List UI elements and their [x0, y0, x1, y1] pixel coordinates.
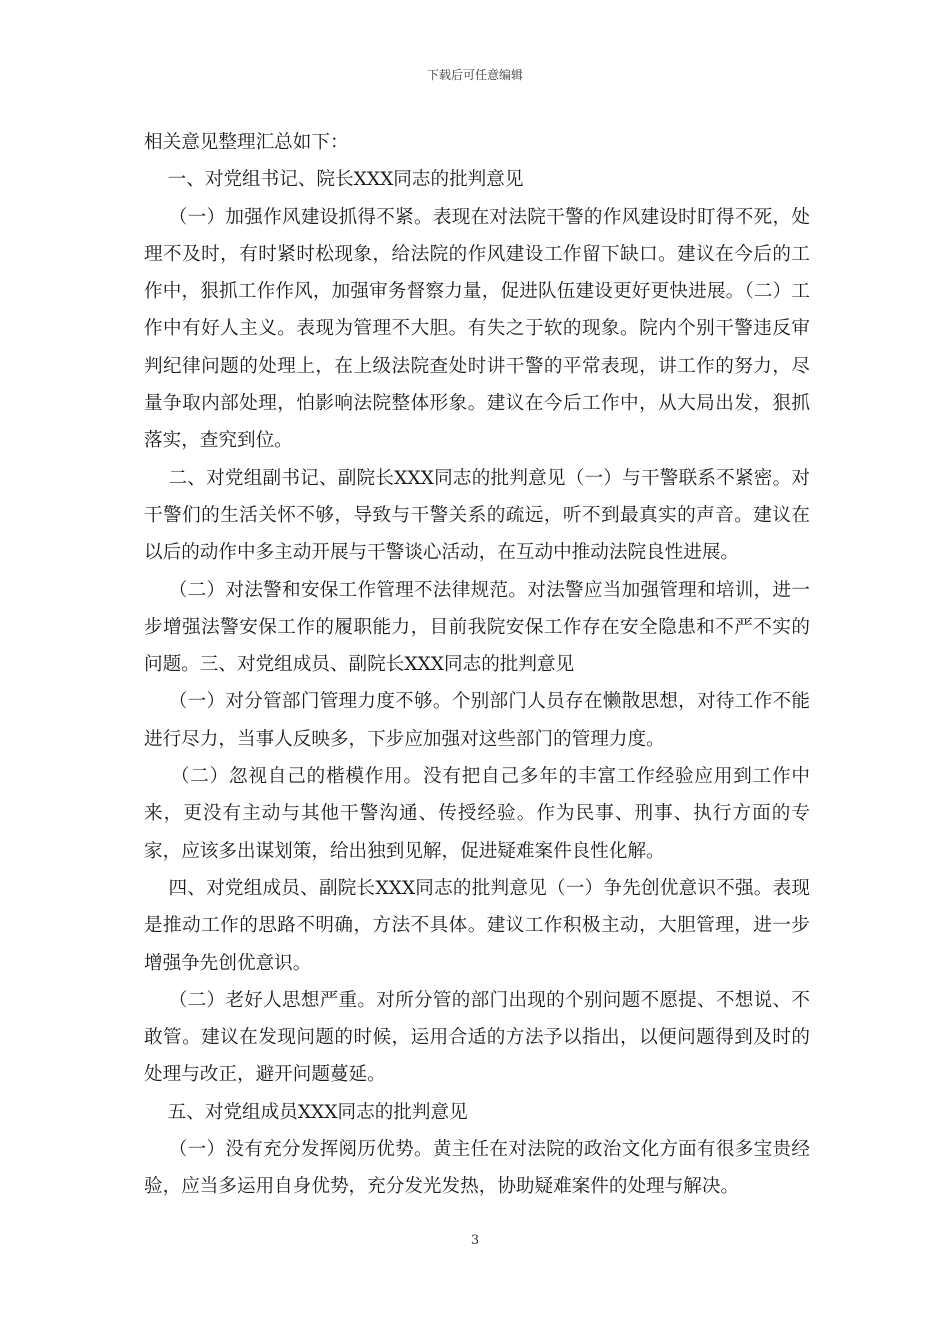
paragraph: 相关意见整理汇总如下：	[144, 132, 349, 153]
paragraph: 二、对党组副书记、副院长XXX同志的批判意见（一）与干警联系不紧密。对干警们的生活关怀不够，导致与干警关系的疏远，听不到最真实的声音。建议在以后的动作中多主动开展与干警谈心活动，在互动中推动法院良性进展。	[144, 467, 810, 564]
paragraph: （二）忽视自己的楷模作用。没有把自己多年的丰富工作经验应用到工作中来，更没有主动与其他干警沟通、传授经验。作为民事、刑事、执行方面的专家，应该多出谋划策，给出独到见解，促进疑难案件良性化解。	[144, 766, 810, 862]
paragraph: （二）老好人思想严重。对所分管的部门出现的个别问题不愿提、不想说、不敢管。建议在发现问题的时候，运用合适的方法予以指出，以便问题得到及时的处理与改正，避开问题蔓延。	[144, 989, 810, 1086]
document-body	[144, 124, 810, 1206]
paragraph: 四、对党组成员、副院长XXX同志的批判意见（一）争先创优意识不强。表现是推动工作的思路不明确，方法不具体。建议工作积极主动，大胆管理，进一步增强争先创优意识。	[144, 877, 810, 974]
paragraph: （一）没有充分发挥阅历优势。黄主任在对法院的政治文化方面有很多宝贵经验，应当多运用自身优势，充分发光发热，协助疑难案件的处理与解决。	[144, 1139, 810, 1198]
paragraph: （一）对分管部门管理力度不够。个别部门人员存在懒散思想，对待工作不能进行尽力，当事人反映多，下步应加强对这些部门的管理力度。	[144, 691, 810, 750]
paragraph: （一）加强作风建设抓得不紧。表现在对法院干警的作风建设时盯得不死，处理不及时，有时紧时松现象，给法院的作风建设工作留下缺口。建议在今后的工作中，狠抓工作作风，加强审务督察力量，促进队伍建设更好更快进展。（二）工作中有好人主义。表现为管理不大胆。有失之于软的现象。院内个别干警违反审判纪律问题的处理上，在上级法院查处时讲干警的平常表现，讲工作的努力，尽量争取内部处理，怕影响法院整体形象。建议在今后工作中，从大局出发，狠抓落实，查究到位。	[144, 206, 810, 452]
page-number: 3	[470, 1233, 480, 1248]
paragraph: 五、对党组成员XXX同志的批判意见	[144, 1101, 468, 1123]
paragraph: （二）对法警和安保工作管理不法律规范。对法警应当加强管理和培训，进一步增强法警安保工作的履职能力，目前我院安保工作存在安全隐患和不严不实的问题。三、对党组成员、副院长XXX同志的批判意见	[144, 579, 810, 676]
page-header: 下载后可任意编辑	[426, 68, 523, 82]
paragraph: 一、对党组书记、院长XXX同志的批判意见	[144, 169, 524, 191]
